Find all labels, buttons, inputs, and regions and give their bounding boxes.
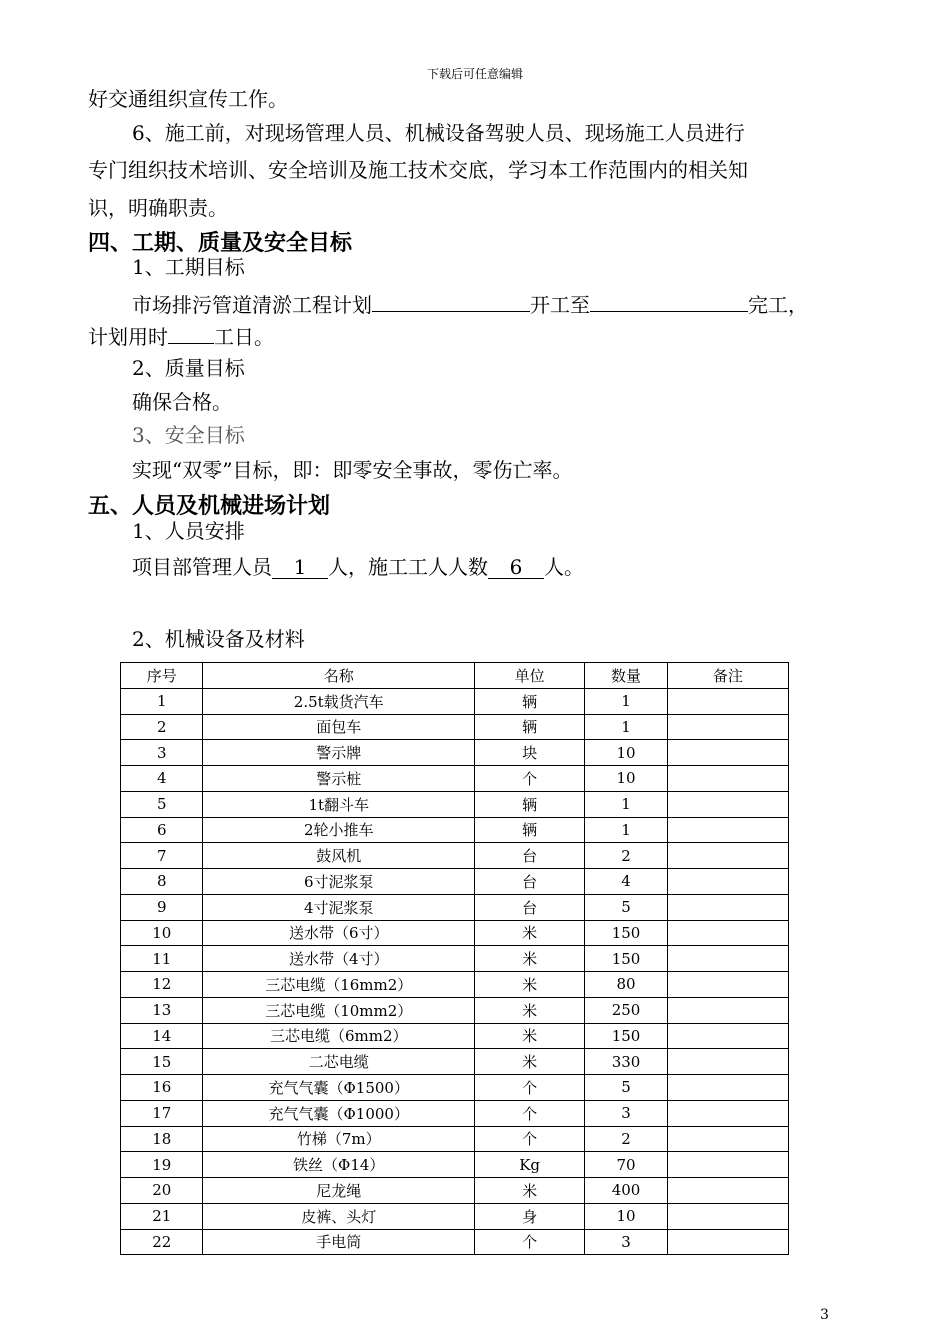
cell-name: 充气气囊（Φ1000） (203, 1100, 475, 1126)
cell-qty: 150 (585, 920, 668, 946)
cell-unit: 米 (474, 920, 584, 946)
cell-remark (667, 1075, 788, 1101)
cell-qty: 3 (585, 1100, 668, 1126)
cell-qty: 3 (585, 1229, 668, 1255)
cell-qty: 150 (585, 946, 668, 972)
table-row (121, 1152, 789, 1178)
quality-goal-text: 确保合格。 (132, 390, 232, 414)
cell-unit: 个 (474, 1075, 584, 1101)
cell-name: 二芯电缆 (203, 1049, 475, 1075)
finish-date-blank (590, 289, 748, 312)
table-row (121, 843, 789, 869)
cell-remark (667, 766, 788, 792)
table-row (121, 894, 789, 920)
staffing-text-b: 人，施工工人人数 (328, 555, 488, 579)
col-header-qty: 数量 (585, 663, 668, 689)
cell-no: 18 (121, 1126, 203, 1152)
cell-remark (667, 946, 788, 972)
cell-unit: 米 (474, 1178, 584, 1204)
schedule-text-e: 工日。 (214, 325, 274, 349)
cell-remark (667, 894, 788, 920)
cell-name: 送水带（6寸） (203, 920, 475, 946)
cell-remark (667, 843, 788, 869)
cell-no: 4 (121, 766, 203, 792)
table-row (121, 920, 789, 946)
section-4-heading: 四、工期、质量及安全目标 (88, 231, 353, 256)
cell-name: 警示桩 (203, 766, 475, 792)
schedule-text-c: 完工， (748, 293, 808, 317)
table-row (121, 688, 789, 714)
cell-qty: 2 (585, 1126, 668, 1152)
cell-no: 14 (121, 1023, 203, 1049)
cell-remark (667, 1100, 788, 1126)
cell-unit: 辆 (474, 688, 584, 714)
table-row (121, 1178, 789, 1204)
cell-no: 12 (121, 972, 203, 998)
cell-no: 11 (121, 946, 203, 972)
cell-qty: 2 (585, 843, 668, 869)
cell-remark (667, 1126, 788, 1152)
cell-name: 手电筒 (203, 1229, 475, 1255)
cell-name: 充气气囊（Φ1500） (203, 1075, 475, 1101)
cell-qty: 5 (585, 1075, 668, 1101)
staffing-text (132, 554, 584, 580)
cell-no: 10 (121, 920, 203, 946)
cell-no: 1 (121, 688, 203, 714)
cell-unit: 台 (474, 894, 584, 920)
cell-unit: 身 (474, 1203, 584, 1229)
paragraph-6-line-3: 识，明确职责。 (88, 196, 228, 220)
cell-qty: 1 (585, 817, 668, 843)
cell-remark (667, 688, 788, 714)
cell-unit: 米 (474, 946, 584, 972)
equipment-title: 2、机械设备及材料 (132, 627, 305, 651)
paragraph-6-line-1: 6、施工前，对现场管理人员、机械设备驾驶人员、现场施工人员进行 (132, 121, 745, 145)
section-5-heading: 五、人员及机械进场计划 (88, 494, 331, 519)
cell-no: 20 (121, 1178, 203, 1204)
cell-no: 19 (121, 1152, 203, 1178)
cell-no: 6 (121, 817, 203, 843)
cell-no: 21 (121, 1203, 203, 1229)
worker-count: 6 (488, 556, 544, 579)
cell-name: 2.5t载货汽车 (203, 688, 475, 714)
table-row (121, 869, 789, 895)
cell-no: 22 (121, 1229, 203, 1255)
cell-no: 5 (121, 791, 203, 817)
cell-name: 6寸泥浆泵 (203, 869, 475, 895)
cell-name: 鼓风机 (203, 843, 475, 869)
cell-name: 送水带（4寸） (203, 946, 475, 972)
cell-no: 13 (121, 997, 203, 1023)
cell-unit: 个 (474, 1229, 584, 1255)
cell-name: 三芯电缆（6mm2） (203, 1023, 475, 1049)
table-row (121, 714, 789, 740)
table-row (121, 740, 789, 766)
table-row (121, 1100, 789, 1126)
cell-remark (667, 1229, 788, 1255)
cell-unit: 米 (474, 997, 584, 1023)
cell-unit: 米 (474, 972, 584, 998)
cell-qty: 80 (585, 972, 668, 998)
staffing-title: 1、人员安排 (132, 519, 245, 543)
schedule-text-b: 开工至 (530, 293, 590, 317)
cell-qty: 4 (585, 869, 668, 895)
management-count: 1 (272, 556, 328, 579)
cell-no: 2 (121, 714, 203, 740)
cell-name: 警示牌 (203, 740, 475, 766)
cell-remark (667, 1203, 788, 1229)
cell-name: 2轮小推车 (203, 817, 475, 843)
cell-remark (667, 997, 788, 1023)
cell-remark (667, 1049, 788, 1075)
col-header-no: 序号 (121, 663, 203, 689)
table-row (121, 817, 789, 843)
cell-remark (667, 1152, 788, 1178)
schedule-text-d: 计划用时 (88, 325, 168, 349)
table-row (121, 1049, 789, 1075)
paragraph-6-line-2: 专门组织技术培训、安全培训及施工技术交底，学习本工作范围内的相关知 (88, 158, 748, 182)
start-date-blank (372, 289, 530, 312)
cell-name: 三芯电缆（16mm2） (203, 972, 475, 998)
cell-qty: 70 (585, 1152, 668, 1178)
cell-qty: 5 (585, 894, 668, 920)
schedule-goal-line-1 (132, 289, 808, 318)
cell-unit: Kg (474, 1152, 584, 1178)
cell-unit: 辆 (474, 791, 584, 817)
cell-qty: 10 (585, 1203, 668, 1229)
cell-no: 9 (121, 894, 203, 920)
equipment-table (120, 662, 789, 1255)
cell-no: 15 (121, 1049, 203, 1075)
page-number: 3 (820, 1307, 829, 1323)
cell-remark (667, 972, 788, 998)
cell-name: 铁丝（Φ14） (203, 1152, 475, 1178)
cell-unit: 辆 (474, 714, 584, 740)
cell-remark (667, 869, 788, 895)
table-header-row (121, 663, 789, 689)
cell-no: 3 (121, 740, 203, 766)
cell-qty: 1 (585, 714, 668, 740)
cell-no: 8 (121, 869, 203, 895)
safety-goal-text: 实现“双零”目标，即：即零安全事故，零伤亡率。 (132, 458, 573, 482)
col-header-remark: 备注 (667, 663, 788, 689)
cell-name: 1t翻斗车 (203, 791, 475, 817)
col-header-name: 名称 (203, 663, 475, 689)
table-row (121, 1075, 789, 1101)
table-row (121, 791, 789, 817)
table-row (121, 946, 789, 972)
cell-unit: 台 (474, 843, 584, 869)
cell-name: 4寸泥浆泵 (203, 894, 475, 920)
cell-unit: 个 (474, 1100, 584, 1126)
schedule-goal-line-2 (88, 321, 274, 350)
cell-name: 竹梯（7m） (203, 1126, 475, 1152)
table-row (121, 997, 789, 1023)
cell-unit: 个 (474, 1126, 584, 1152)
table-row (121, 766, 789, 792)
cell-no: 17 (121, 1100, 203, 1126)
cell-unit: 米 (474, 1049, 584, 1075)
cell-name: 尼龙绳 (203, 1178, 475, 1204)
cell-remark (667, 714, 788, 740)
workdays-blank (168, 321, 214, 344)
table-row (121, 972, 789, 998)
schedule-text-a: 市场排污管道清淤工程计划 (132, 293, 372, 317)
cell-qty: 250 (585, 997, 668, 1023)
cell-remark (667, 740, 788, 766)
table-row (121, 1126, 789, 1152)
cell-remark (667, 920, 788, 946)
cell-remark (667, 1023, 788, 1049)
cell-qty: 10 (585, 740, 668, 766)
cell-name: 皮裤、头灯 (203, 1203, 475, 1229)
cell-unit: 辆 (474, 817, 584, 843)
page-header: 下载后可任意编辑 (426, 67, 523, 81)
cell-qty: 150 (585, 1023, 668, 1049)
cell-name: 面包车 (203, 714, 475, 740)
cell-remark (667, 817, 788, 843)
cell-qty: 1 (585, 791, 668, 817)
cell-qty: 400 (585, 1178, 668, 1204)
cell-qty: 10 (585, 766, 668, 792)
cell-remark (667, 1178, 788, 1204)
quality-goal-title: 2、质量目标 (132, 356, 245, 380)
staffing-text-a: 项目部管理人员 (132, 555, 272, 579)
cell-unit: 个 (474, 766, 584, 792)
cell-no: 16 (121, 1075, 203, 1101)
safety-goal-title: 3、安全目标 (132, 423, 245, 447)
paragraph-tail: 好交通组织宣传工作。 (88, 87, 288, 111)
table-row (121, 1229, 789, 1255)
col-header-unit: 单位 (474, 663, 584, 689)
staffing-text-c: 人。 (544, 555, 584, 579)
cell-unit: 台 (474, 869, 584, 895)
table-row (121, 1203, 789, 1229)
schedule-goal-title: 1、工期目标 (132, 255, 245, 279)
cell-qty: 330 (585, 1049, 668, 1075)
cell-unit: 米 (474, 1023, 584, 1049)
cell-qty: 1 (585, 688, 668, 714)
cell-remark (667, 791, 788, 817)
table-row (121, 1023, 789, 1049)
cell-unit: 块 (474, 740, 584, 766)
cell-no: 7 (121, 843, 203, 869)
cell-name: 三芯电缆（10mm2） (203, 997, 475, 1023)
